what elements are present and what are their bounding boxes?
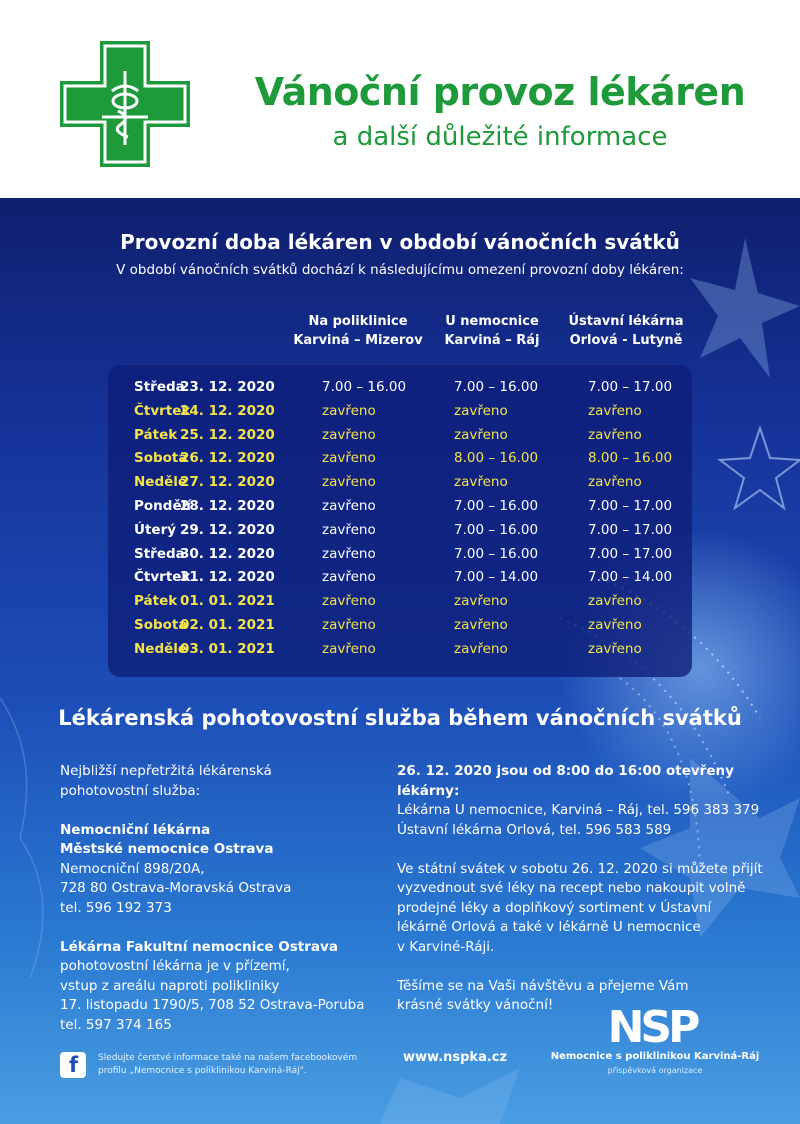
content-panel [0, 198, 800, 1124]
emergency-left-column [60, 762, 380, 1035]
row-date: 31. 12. 2020 [180, 569, 275, 586]
table-row [108, 474, 692, 498]
row-value-ustavni: zavřeno [588, 474, 642, 491]
row-day: Pátek [134, 593, 178, 610]
row-value-poliklinika: 7.00 – 16.00 [322, 379, 407, 395]
row-value-ustavni: zavřeno [588, 593, 642, 610]
row-date: 27. 12. 2020 [180, 474, 275, 491]
page-title: Vánoční provoz lékáren [254, 70, 746, 114]
pharmacy-2-address: pohotovostní lékárna je v přízemí, vstup z areálu naproti polikliniky 17. listopadu 1790/5, 708 52 Ostrava-Poruba tel. 597 374 165 [60, 958, 365, 1033]
row-day: Neděle [134, 640, 188, 657]
header [0, 0, 800, 198]
row-value-ustavni: 7.00 – 17.00 [588, 379, 673, 395]
row-day: Pondělí [134, 498, 191, 514]
row-date: 02. 01. 2021 [180, 617, 275, 633]
holiday-info: Ve státní svátek v sobotu 26. 12. 2020 si můžete přijít vyzvednout své léky na recept nebo nakoupit volně prodejné léky a doplňkový sortiment v Ústavní lékárně Orlová a také v lékárně U nemocnice v Karviné-Ráji. [397, 860, 763, 955]
row-date: 28. 12. 2020 [180, 498, 275, 514]
nsp-logo [601, 1000, 703, 1048]
row-value-ustavni: 7.00 – 17.00 [588, 498, 673, 514]
row-value-ustavni: 7.00 – 14.00 [588, 569, 673, 586]
row-value-nemocnice: 8.00 – 16.00 [454, 450, 539, 467]
row-value-nemocnice: 7.00 – 16.00 [454, 545, 539, 562]
facebook-icon[interactable]: f [60, 1052, 86, 1078]
row-value-nemocnice: zavřeno [454, 402, 508, 419]
table-row [108, 617, 692, 641]
row-value-ustavni: zavřeno [588, 617, 642, 633]
pharmacy-2-name: Lékárna Fakultní nemocnice Ostrava [60, 938, 338, 955]
row-value-ustavni: zavřeno [588, 640, 642, 657]
row-value-ustavni: 7.00 – 17.00 [588, 545, 673, 562]
row-date: 25. 12. 2020 [180, 426, 275, 443]
open-pharmacies-heading: 26. 12. 2020 jsou od 8:00 do 16:00 otevřeny lékárny: [397, 763, 734, 799]
row-date: 30. 12. 2020 [180, 545, 275, 562]
row-day: Středa [134, 545, 185, 562]
row-value-nemocnice: zavřeno [454, 426, 508, 443]
facebook-text: Sledujte čerstvé informace také na našem facebookovém profilu „Nemocnice s poliklinikou Karviná-Ráj". [98, 1053, 358, 1076]
table-row [108, 450, 692, 474]
row-value-ustavni: 8.00 – 16.00 [588, 450, 673, 467]
organization-type: příspěvková organizace [607, 1066, 703, 1075]
row-value-ustavni: 7.00 – 17.00 [588, 521, 673, 538]
hours-intro: V období vánočních svátků dochází k následujícímu omezení provozní doby lékáren: [116, 262, 684, 278]
row-value-nemocnice: 7.00 – 16.00 [454, 521, 539, 538]
row-value-poliklinika: zavřeno [322, 498, 376, 514]
column-header-poliklinika: Na poliklinice Karviná – Mizerov [293, 314, 423, 348]
row-value-poliklinika: zavřeno [322, 569, 376, 586]
page-subtitle: a další důležité informace [332, 122, 668, 152]
table-row [108, 403, 692, 427]
website-link[interactable]: www.nspka.cz [403, 1050, 508, 1065]
row-day: Úterý [134, 521, 177, 538]
row-value-nemocnice: 7.00 – 16.00 [454, 498, 539, 514]
column-header-ustavni: Ústavní lékárna Orlová - Lutyně [568, 314, 684, 348]
table-row [108, 569, 692, 593]
row-date: 24. 12. 2020 [180, 402, 275, 419]
table-row [108, 593, 692, 617]
row-value-nemocnice: 7.00 – 16.00 [454, 379, 539, 395]
emergency-intro: Nejbližší nepřetržitá lékárenská pohotovostní služba: [60, 763, 272, 799]
table-row [108, 522, 692, 546]
row-value-poliklinika: zavřeno [322, 521, 376, 538]
pharmacy-cross-icon [60, 41, 190, 167]
hours-table [108, 365, 692, 677]
row-value-nemocnice: zavřeno [454, 640, 508, 657]
row-value-poliklinika: zavřeno [322, 593, 376, 610]
row-date: 26. 12. 2020 [180, 450, 275, 467]
row-day: Sobota [134, 450, 188, 467]
row-value-poliklinika: zavřeno [322, 617, 376, 633]
row-value-poliklinika: zavřeno [322, 426, 376, 443]
row-day: Čtvrtek [134, 402, 191, 419]
row-day: Čtvrtek [134, 569, 191, 586]
row-value-poliklinika: zavřeno [322, 450, 376, 467]
emergency-title: Lékárenská pohotovostní služba během vánočních svátků [58, 706, 742, 730]
table-row [108, 546, 692, 570]
row-date: 03. 01. 2021 [180, 640, 275, 657]
row-value-poliklinika: zavřeno [322, 545, 376, 562]
open-pharmacies-list: Lékárna U nemocnice, Karviná – Ráj, tel. 596 383 379 Ústavní lékárna Orlová, tel. 596 583 589 [397, 802, 760, 838]
hours-title: Provozní doba lékáren v období vánočních svátků [120, 230, 680, 254]
pharmacy-1-name: Nemocniční lékárna Městské nemocnice Ostrava [60, 821, 274, 857]
pharmacy-1-address: Nemocniční 898/20A, 728 80 Ostrava-Moravská Ostrava tel. 596 192 373 [60, 860, 292, 916]
row-value-nemocnice: zavřeno [454, 474, 508, 491]
table-row [108, 641, 692, 665]
organization-name: Nemocnice s poliklinikou Karviná-Ráj [550, 1051, 760, 1062]
row-value-nemocnice: 7.00 – 14.00 [454, 569, 539, 586]
table-row [108, 427, 692, 451]
row-day: Sobota [134, 617, 188, 633]
closing-wishes: Těšíme se na Vaši návštěvu a přejeme Vám krásné svátky vánoční! [397, 977, 689, 1013]
table-row [108, 379, 692, 403]
row-value-ustavni: zavřeno [588, 426, 642, 443]
row-value-nemocnice: zavřeno [454, 593, 508, 610]
svg-text:NSP: NSP [607, 1002, 697, 1048]
row-value-ustavni: zavřeno [588, 402, 642, 419]
row-day: Pátek [134, 426, 178, 443]
row-date: 29. 12. 2020 [180, 521, 275, 538]
column-header-nemocnice: U nemocnice Karviná – Ráj [444, 314, 540, 348]
row-date: 01. 01. 2021 [180, 593, 275, 610]
row-value-poliklinika: zavřeno [322, 640, 376, 657]
row-day: Středa [134, 379, 185, 395]
emergency-right-column [397, 762, 767, 1016]
table-row [108, 498, 692, 522]
row-value-poliklinika: zavřeno [322, 402, 376, 419]
row-value-nemocnice: zavřeno [454, 617, 508, 633]
row-date: 23. 12. 2020 [180, 379, 275, 395]
row-day: Neděle [134, 474, 188, 491]
row-value-poliklinika: zavřeno [322, 474, 376, 491]
